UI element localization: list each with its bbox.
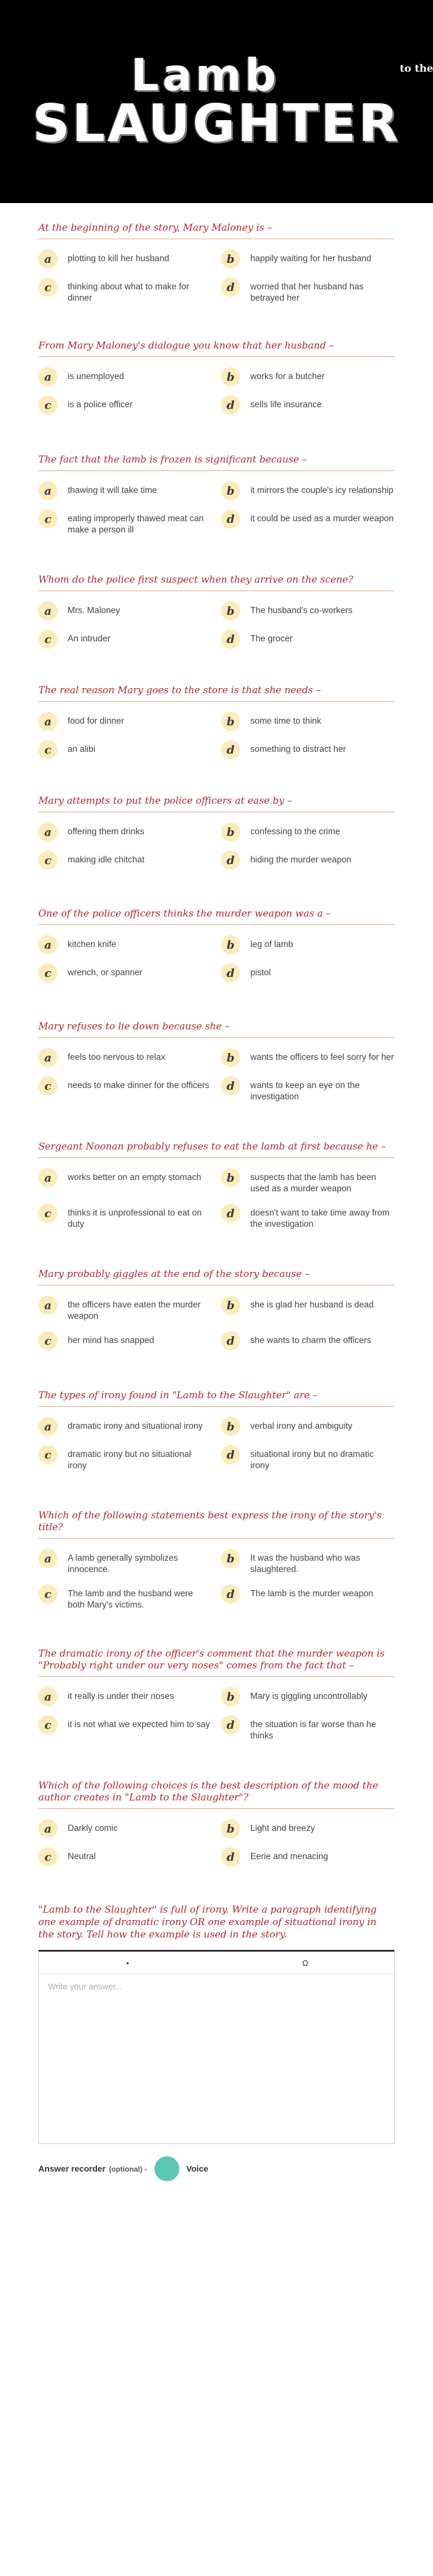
question-title: Mary refuses to lie down because she – bbox=[38, 1021, 395, 1038]
question-12 bbox=[38, 1510, 395, 1615]
option-letter-badge: c bbox=[38, 1204, 58, 1223]
option-text: she wants to charm the officers bbox=[250, 1336, 372, 1345]
question-6 bbox=[38, 795, 395, 874]
answer-option-d[interactable] bbox=[221, 1072, 395, 1107]
question-14 bbox=[38, 1780, 395, 1871]
answer-option-a[interactable] bbox=[38, 1412, 212, 1441]
answer-option-c[interactable] bbox=[38, 1072, 212, 1107]
answer-options bbox=[38, 707, 395, 764]
question-4 bbox=[38, 574, 395, 653]
option-letter-badge: c bbox=[38, 629, 58, 649]
option-text: wants the officers to feel sorry for her bbox=[250, 1053, 394, 1062]
option-text: is a police officer bbox=[68, 400, 133, 409]
title-to-the: to the bbox=[400, 63, 433, 74]
option-letter-badge: b bbox=[221, 712, 240, 731]
answer-option-c[interactable] bbox=[38, 273, 212, 309]
question-title: At the beginning of the story, Mary Maloney is – bbox=[38, 222, 395, 239]
editor-toolbar bbox=[39, 1952, 394, 1974]
option-letter-badge: a bbox=[38, 1819, 58, 1838]
option-text: it could be used as a murder weapon bbox=[250, 514, 394, 523]
option-letter-badge: d bbox=[221, 1584, 240, 1604]
option-letter-badge: a bbox=[38, 1296, 58, 1315]
answer-option-d[interactable] bbox=[221, 1441, 395, 1476]
worksheet bbox=[0, 222, 433, 1904]
answer-option-c[interactable] bbox=[38, 1441, 212, 1476]
option-text: leg of lamb bbox=[250, 940, 293, 949]
option-letter-badge: b bbox=[221, 822, 240, 842]
answer-options bbox=[38, 1412, 395, 1476]
answer-option-b[interactable] bbox=[221, 1544, 395, 1580]
answer-options bbox=[38, 818, 395, 874]
option-letter-badge: d bbox=[221, 963, 240, 983]
option-text: doesn't want to take time away from the investigation bbox=[250, 1208, 390, 1229]
answer-option-b[interactable] bbox=[221, 1683, 395, 1711]
option-letter-badge: d bbox=[221, 395, 240, 415]
option-text: food for dinner bbox=[68, 716, 124, 726]
option-letter-badge: c bbox=[38, 1445, 58, 1464]
open-response-section bbox=[0, 1904, 433, 2204]
option-letter-badge: d bbox=[221, 629, 240, 649]
option-text: Eerie and menacing bbox=[250, 1852, 328, 1861]
option-letter-badge: b bbox=[221, 1819, 240, 1838]
answer-option-b[interactable] bbox=[221, 1043, 395, 1072]
option-text: kitchen knife bbox=[68, 940, 117, 949]
option-letter-badge: c bbox=[38, 509, 58, 529]
option-text: the officers have eaten the murder weapon bbox=[68, 1300, 201, 1321]
answer-option-d[interactable] bbox=[221, 959, 395, 987]
recorder-label: Answer recorder bbox=[38, 2164, 106, 2174]
option-letter-badge: c bbox=[38, 1584, 58, 1604]
option-text: thinking about what to make for dinner bbox=[68, 282, 189, 303]
answer-editor bbox=[38, 1950, 395, 2144]
answer-option-c[interactable] bbox=[38, 391, 212, 419]
option-letter-badge: d bbox=[221, 851, 240, 870]
option-text: worried that her husband has betrayed her bbox=[250, 282, 364, 303]
option-letter-badge: c bbox=[38, 1847, 58, 1866]
answer-option-b[interactable] bbox=[221, 707, 395, 736]
option-text: hiding the murder weapon bbox=[250, 855, 352, 865]
question-title: Sergeant Noonan probably refuses to eat the lamb at first because he – bbox=[38, 1141, 395, 1158]
answer-option-b[interactable] bbox=[221, 818, 395, 846]
option-text: dramatic irony but no situational irony bbox=[68, 1450, 191, 1470]
answer-option-a[interactable] bbox=[38, 1544, 212, 1580]
special-character-button[interactable]: Ω bbox=[302, 1958, 308, 1967]
title-lamb: Lamb bbox=[131, 50, 280, 101]
option-text: Darkly comic bbox=[68, 1824, 118, 1833]
answer-option-a[interactable] bbox=[38, 1815, 212, 1843]
question-title: Whom do the police first suspect when they arrive on the scene? bbox=[38, 574, 395, 591]
option-letter-badge: c bbox=[38, 963, 58, 983]
answer-option-a[interactable] bbox=[38, 818, 212, 846]
option-letter-badge: b bbox=[221, 1687, 240, 1706]
question-8 bbox=[38, 1021, 395, 1107]
option-text: an alibi bbox=[68, 745, 96, 754]
answer-option-c[interactable] bbox=[38, 1580, 212, 1615]
question-13 bbox=[38, 1648, 395, 1746]
question-title: The fact that the lamb is frozen is significant because – bbox=[38, 454, 395, 471]
option-letter-badge: b bbox=[221, 1168, 240, 1187]
question-title: Mary attempts to put the police officers at ease by – bbox=[38, 795, 395, 812]
option-text: An intruder bbox=[68, 634, 111, 644]
answer-option-c[interactable] bbox=[38, 736, 212, 764]
option-letter-badge: a bbox=[38, 822, 58, 842]
option-letter-badge: a bbox=[38, 935, 58, 954]
answer-option-b[interactable] bbox=[221, 1815, 395, 1843]
title-slaughter: SLAUGHTER bbox=[32, 93, 401, 153]
option-text: The grocer bbox=[250, 634, 293, 644]
question-title: Mary probably giggles at the end of the story because – bbox=[38, 1269, 395, 1285]
answer-option-d[interactable] bbox=[221, 1199, 395, 1235]
answer-options bbox=[38, 931, 395, 987]
answer-options bbox=[38, 477, 395, 540]
header-banner bbox=[0, 0, 433, 203]
answer-options bbox=[38, 1815, 395, 1871]
recorder-optional: (optional) - bbox=[109, 2164, 147, 2173]
answer-recorder bbox=[38, 2156, 395, 2204]
question-11 bbox=[38, 1390, 395, 1476]
answer-options bbox=[38, 1291, 395, 1355]
answer-option-c[interactable] bbox=[38, 1327, 212, 1355]
answer-options bbox=[38, 1043, 395, 1107]
answer-options bbox=[38, 363, 395, 419]
bullet-list-button[interactable]: • bbox=[126, 1958, 129, 1967]
option-letter-badge: a bbox=[38, 1417, 58, 1436]
option-text: it really is under their noses bbox=[68, 1692, 174, 1701]
option-text: it is not what we expected him to say bbox=[68, 1720, 210, 1729]
answer-options bbox=[38, 245, 395, 309]
option-text: confessing to the crime bbox=[250, 827, 341, 836]
option-letter-badge: a bbox=[38, 1168, 58, 1187]
option-letter-badge: d bbox=[221, 509, 240, 529]
option-text: verbal irony and ambiguity bbox=[250, 1421, 352, 1431]
option-text: it mirrors the couple's icy relationship bbox=[250, 486, 394, 495]
answer-option-a[interactable] bbox=[38, 707, 212, 736]
option-text: something to distract her bbox=[250, 745, 346, 754]
question-1 bbox=[38, 222, 395, 309]
question-title: Which of the following choices is the best description of the mood the author creates in "Lamb to the Slaughter"? bbox=[38, 1780, 395, 1809]
answer-option-a[interactable] bbox=[38, 1291, 212, 1327]
question-title: The real reason Mary goes to the store is that she needs – bbox=[38, 685, 395, 702]
question-title: The dramatic irony of the officer's comment that the murder weapon is "Probably right under our very noses" comes from the fact that – bbox=[38, 1648, 395, 1677]
question-9 bbox=[38, 1141, 395, 1235]
answer-option-a[interactable] bbox=[38, 1164, 212, 1199]
option-text: her mind has snapped bbox=[68, 1336, 154, 1345]
option-text: the situation is far worse than he thinks bbox=[250, 1720, 377, 1741]
answer-option-c[interactable] bbox=[38, 846, 212, 874]
answer-option-d[interactable] bbox=[221, 391, 395, 419]
open-question-prompt: "Lamb to the Slaughter" is full of irony. Write a paragraph identifying one example of dramatic irony OR one example of situational irony in the story. Tell how the example is used in the story. bbox=[38, 1904, 377, 1940]
option-letter-badge: b bbox=[221, 367, 240, 386]
answer-option-d[interactable] bbox=[221, 273, 395, 309]
answer-option-b[interactable] bbox=[221, 477, 395, 505]
title-logo bbox=[32, 50, 433, 153]
option-text: sells life insurance bbox=[250, 400, 322, 409]
question-title: One of the police officers thinks the murder weapon was a – bbox=[38, 908, 395, 925]
option-text: making idle chitchat bbox=[68, 855, 145, 865]
option-letter-badge: d bbox=[221, 1331, 240, 1350]
option-text: A lamb generally symbolizes innocence. bbox=[68, 1553, 178, 1574]
answer-option-b[interactable] bbox=[221, 245, 395, 273]
answer-option-d[interactable] bbox=[221, 846, 395, 874]
option-letter-badge: c bbox=[38, 1715, 58, 1734]
option-letter-badge: d bbox=[221, 1076, 240, 1095]
question-3 bbox=[38, 454, 395, 540]
answer-option-a[interactable] bbox=[38, 597, 212, 625]
question-title: The types of irony found in "Lamb to the Slaughter" are – bbox=[38, 1390, 395, 1407]
question-5 bbox=[38, 685, 395, 764]
option-letter-badge: d bbox=[221, 1715, 240, 1734]
answer-options bbox=[38, 1164, 395, 1235]
option-text: feels too nervous to relax bbox=[68, 1053, 166, 1062]
option-letter-badge: a bbox=[38, 712, 58, 731]
answer-options bbox=[38, 1544, 395, 1615]
answer-option-b[interactable] bbox=[221, 597, 395, 625]
option-text: thawing it will take time bbox=[68, 486, 157, 495]
option-text: Neutral bbox=[68, 1852, 96, 1861]
option-text: Light and breezy bbox=[250, 1824, 315, 1833]
option-letter-badge: c bbox=[38, 1331, 58, 1350]
question-title: Which of the following statements best express the irony of the story's title? bbox=[38, 1510, 395, 1539]
option-letter-badge: c bbox=[38, 1076, 58, 1095]
answer-option-a[interactable] bbox=[38, 1043, 212, 1072]
option-text: thinks it is unprofessional to eat on duty bbox=[68, 1208, 202, 1229]
option-letter-badge: a bbox=[38, 249, 58, 268]
option-text: works for a butcher bbox=[250, 372, 325, 381]
answer-option-c[interactable] bbox=[38, 1199, 212, 1235]
option-letter-badge: b bbox=[221, 935, 240, 954]
option-letter-badge: c bbox=[38, 278, 58, 297]
recorder-voice-label: Voice bbox=[186, 2164, 209, 2174]
option-letter-badge: b bbox=[221, 1048, 240, 1067]
option-letter-badge: c bbox=[38, 740, 58, 759]
option-text: suspects that the lamb has been used as a murder weapon bbox=[250, 1173, 377, 1194]
option-text: offering them drinks bbox=[68, 827, 144, 836]
answer-option-d[interactable] bbox=[221, 505, 395, 540]
option-text: It was the husband who was slaughtered. bbox=[250, 1553, 360, 1574]
option-letter-badge: b bbox=[221, 1296, 240, 1315]
answer-option-d[interactable] bbox=[221, 1711, 395, 1746]
option-text: plotting to kill her husband bbox=[68, 254, 170, 263]
answer-option-b[interactable] bbox=[221, 1412, 395, 1441]
option-letter-badge: a bbox=[38, 1687, 58, 1706]
question-title: From Mary Maloney's dialogue you know that her husband – bbox=[38, 340, 395, 357]
option-letter-badge: d bbox=[221, 740, 240, 759]
option-text: The husband's co-workers bbox=[250, 606, 353, 615]
option-letter-badge: a bbox=[38, 367, 58, 386]
option-letter-badge: c bbox=[38, 395, 58, 415]
option-text: The lamb and the husband were both Mary's victims. bbox=[68, 1589, 193, 1610]
answer-option-c[interactable] bbox=[38, 1711, 212, 1746]
answer-options bbox=[38, 1683, 395, 1746]
answer-option-d[interactable] bbox=[221, 1327, 395, 1355]
answer-option-c[interactable] bbox=[38, 505, 212, 540]
option-text: needs to make dinner for the officers bbox=[68, 1081, 210, 1090]
option-text: some time to think bbox=[250, 716, 321, 726]
question-10 bbox=[38, 1269, 395, 1355]
answer-option-d[interactable] bbox=[221, 1843, 395, 1871]
answer-option-c[interactable] bbox=[38, 625, 212, 653]
answer-option-a[interactable] bbox=[38, 1683, 212, 1711]
answer-option-c[interactable] bbox=[38, 959, 212, 987]
option-letter-badge: b bbox=[221, 481, 240, 500]
answer-option-d[interactable] bbox=[221, 1580, 395, 1615]
option-text: Mary is giggling uncontrollably bbox=[250, 1692, 368, 1701]
option-letter-badge: a bbox=[38, 481, 58, 500]
record-icon[interactable] bbox=[154, 2156, 179, 2181]
option-letter-badge: b bbox=[221, 1549, 240, 1568]
answer-option-b[interactable] bbox=[221, 363, 395, 391]
answer-option-a[interactable] bbox=[38, 245, 212, 273]
option-text: situational irony but no dramatic irony bbox=[250, 1450, 374, 1470]
option-text: she is glad her husband is dead bbox=[250, 1300, 374, 1310]
option-text: Mrs. Maloney bbox=[68, 606, 121, 615]
option-text: happily waiting for her husband bbox=[250, 254, 372, 263]
option-letter-badge: c bbox=[38, 851, 58, 870]
answer-option-b[interactable] bbox=[221, 931, 395, 959]
answer-option-c[interactable] bbox=[38, 1843, 212, 1871]
option-text: wants to keep an eye on the investigation bbox=[250, 1081, 360, 1102]
option-text: eating improperly thawed meat can make a person ill bbox=[68, 514, 204, 535]
option-letter-badge: a bbox=[38, 601, 58, 620]
question-7 bbox=[38, 908, 395, 987]
option-letter-badge: b bbox=[221, 1417, 240, 1436]
option-letter-badge: d bbox=[221, 1847, 240, 1866]
option-letter-badge: b bbox=[221, 249, 240, 268]
option-text: wrench, or spanner bbox=[68, 968, 143, 977]
option-letter-badge: b bbox=[221, 601, 240, 620]
option-text: is unemployed bbox=[68, 372, 124, 381]
answer-option-d[interactable] bbox=[221, 736, 395, 764]
answer-option-a[interactable] bbox=[38, 931, 212, 959]
answer-option-b[interactable] bbox=[221, 1291, 395, 1327]
option-letter-badge: d bbox=[221, 1445, 240, 1464]
option-letter-badge: a bbox=[38, 1048, 58, 1067]
answer-option-d[interactable] bbox=[221, 625, 395, 653]
option-text: pistol bbox=[250, 968, 271, 977]
option-letter-badge: a bbox=[38, 1549, 58, 1568]
answer-option-a[interactable] bbox=[38, 363, 212, 391]
option-letter-badge: d bbox=[221, 278, 240, 297]
option-text: dramatic irony and situational irony bbox=[68, 1421, 203, 1431]
answer-options bbox=[38, 597, 395, 653]
answer-textarea[interactable]: Write your answer... bbox=[48, 1982, 123, 1992]
question-2 bbox=[38, 340, 395, 419]
answer-option-a[interactable] bbox=[38, 477, 212, 505]
option-text: works better on an empty stomach bbox=[68, 1173, 201, 1182]
option-letter-badge: d bbox=[221, 1204, 240, 1223]
answer-option-b[interactable] bbox=[221, 1164, 395, 1199]
option-text: The lamb is the murder weapon bbox=[250, 1589, 373, 1599]
